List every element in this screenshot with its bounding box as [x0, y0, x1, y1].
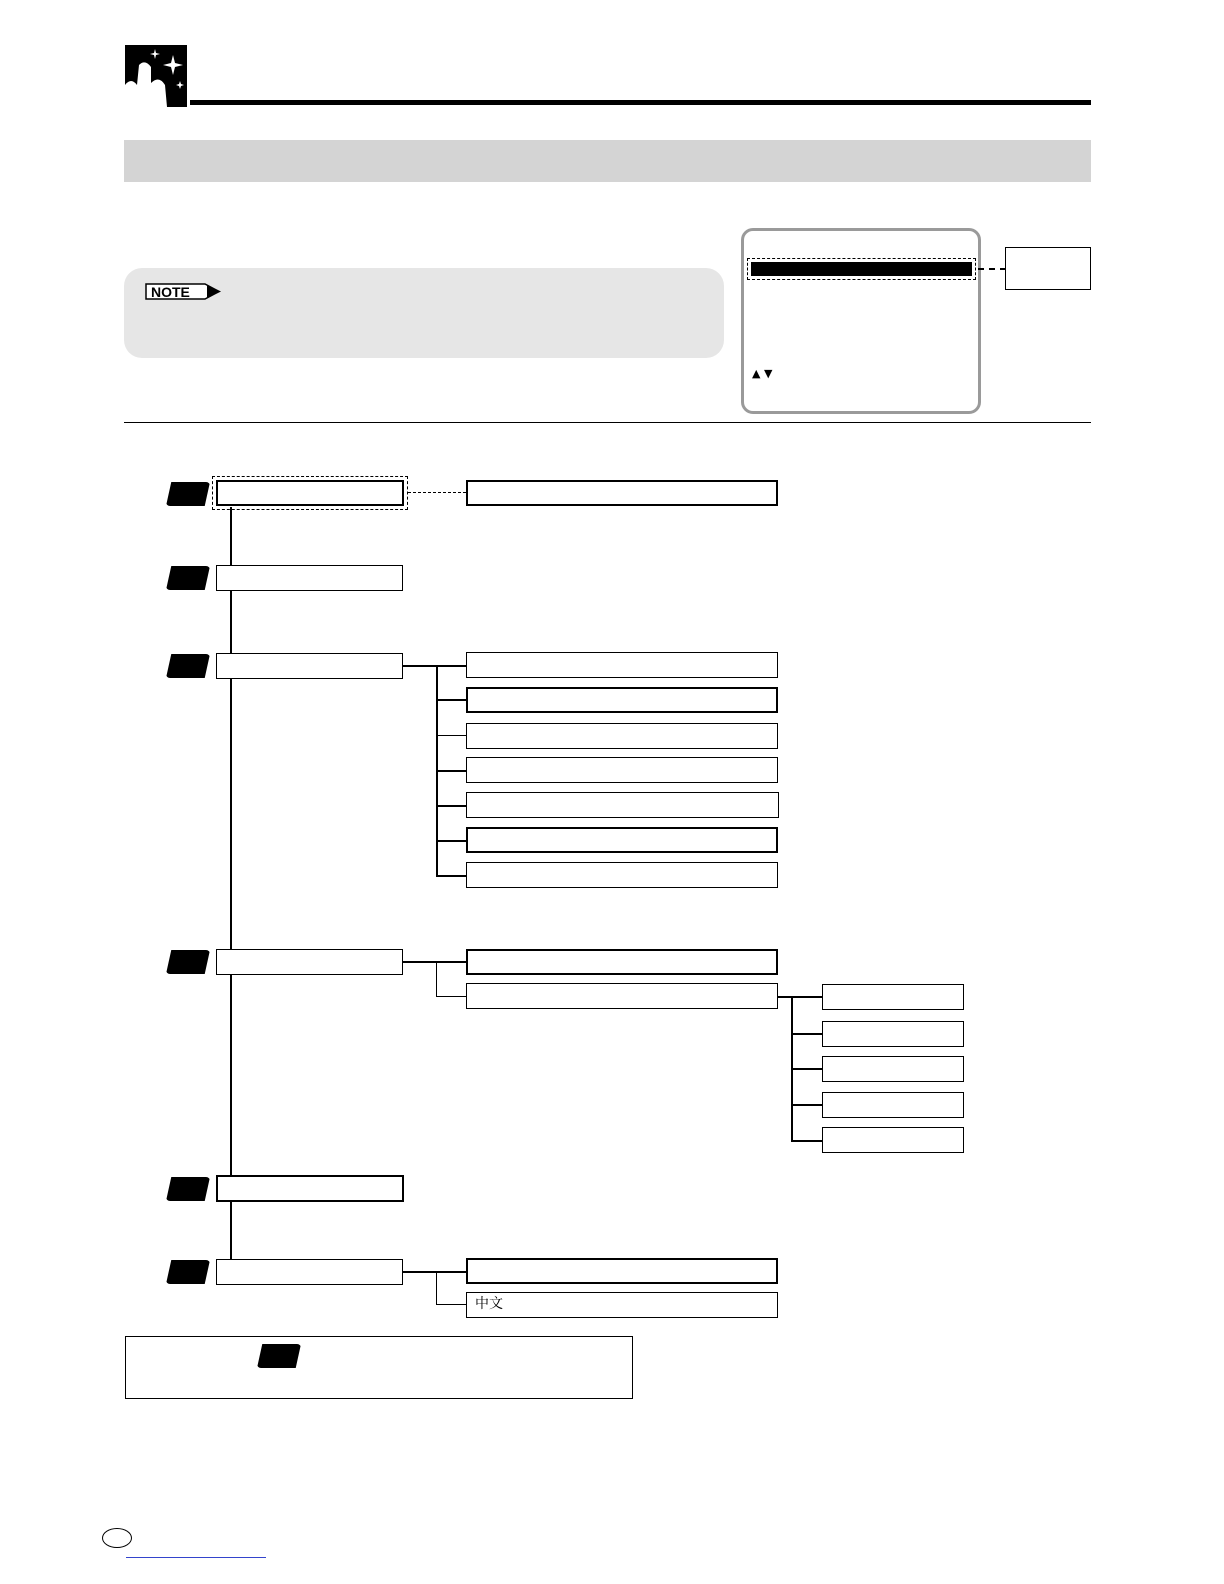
info-box-tag	[257, 1344, 301, 1368]
branch-3-tick-4	[436, 770, 466, 772]
step-tag-3	[166, 654, 210, 678]
note-label: NOTE	[151, 284, 190, 300]
option-6-1	[466, 1258, 778, 1284]
sub-tick-5	[791, 1140, 822, 1142]
branch-6-spine	[436, 1271, 437, 1305]
branch-6-connector	[403, 1271, 466, 1273]
language-region-oval	[102, 1528, 132, 1548]
selected-item-bar	[751, 262, 972, 276]
info-box	[125, 1336, 633, 1399]
sub-branch-connector	[778, 996, 822, 998]
sub-tick-3	[791, 1068, 822, 1070]
option-6-2	[466, 1292, 778, 1318]
option-3-3	[466, 723, 778, 749]
step-tag-6	[166, 1260, 210, 1284]
sub-option-5	[822, 1127, 964, 1153]
section-divider	[124, 422, 1091, 423]
branch-3-tick-7	[436, 875, 466, 877]
header-rule	[190, 100, 1091, 105]
screen-callout-line	[978, 268, 1006, 270]
option-3-4	[466, 757, 778, 783]
option-3-2	[466, 687, 778, 713]
menu-item-1	[216, 480, 404, 506]
branch-6-tick-2	[436, 1304, 466, 1305]
sub-option-3	[822, 1056, 964, 1082]
branch-4-spine	[436, 961, 437, 997]
step-tag-1	[166, 482, 210, 506]
screen-callout-box	[1005, 247, 1091, 290]
menu-item-3	[216, 653, 403, 679]
branch-4-connector	[403, 961, 466, 963]
branch-3-tick-6	[436, 840, 466, 842]
chapter-icon	[125, 45, 187, 107]
tree-spine	[230, 507, 232, 1261]
option-3-7	[466, 862, 778, 888]
option-4-1	[466, 949, 778, 975]
step-tag-4	[166, 950, 210, 974]
step-tag-2	[166, 566, 210, 590]
menu-item-6	[216, 1259, 403, 1285]
sub-tick-2	[791, 1033, 822, 1035]
item-1-link-line	[408, 492, 466, 493]
menu-item-2	[216, 565, 403, 591]
option-4-2	[466, 983, 778, 1009]
sub-option-1	[822, 984, 964, 1010]
option-3-5	[466, 792, 779, 818]
section-title-band	[124, 140, 1091, 182]
sub-option-2	[822, 1021, 964, 1047]
branch-3-tick-3	[436, 735, 466, 736]
branch-3-tick-2	[436, 699, 466, 701]
up-down-arrows: ▲ ▼	[752, 367, 773, 380]
footer-link-rule	[126, 1557, 266, 1558]
step-tag-5	[166, 1177, 210, 1201]
menu-item-5	[216, 1175, 404, 1202]
menu-item-4	[216, 949, 403, 975]
sub-option-4	[822, 1092, 964, 1118]
option-3-1	[466, 652, 778, 678]
option-6-2-label: 中文	[475, 1296, 503, 1312]
screen-frame	[741, 228, 981, 414]
item-1-value	[466, 480, 778, 506]
option-3-6	[466, 827, 778, 853]
note-badge	[145, 282, 225, 302]
branch-3-connector	[403, 665, 466, 667]
branch-4-tick-2	[436, 996, 466, 997]
sub-tick-4	[791, 1104, 822, 1106]
branch-3-tick-5	[436, 805, 466, 807]
